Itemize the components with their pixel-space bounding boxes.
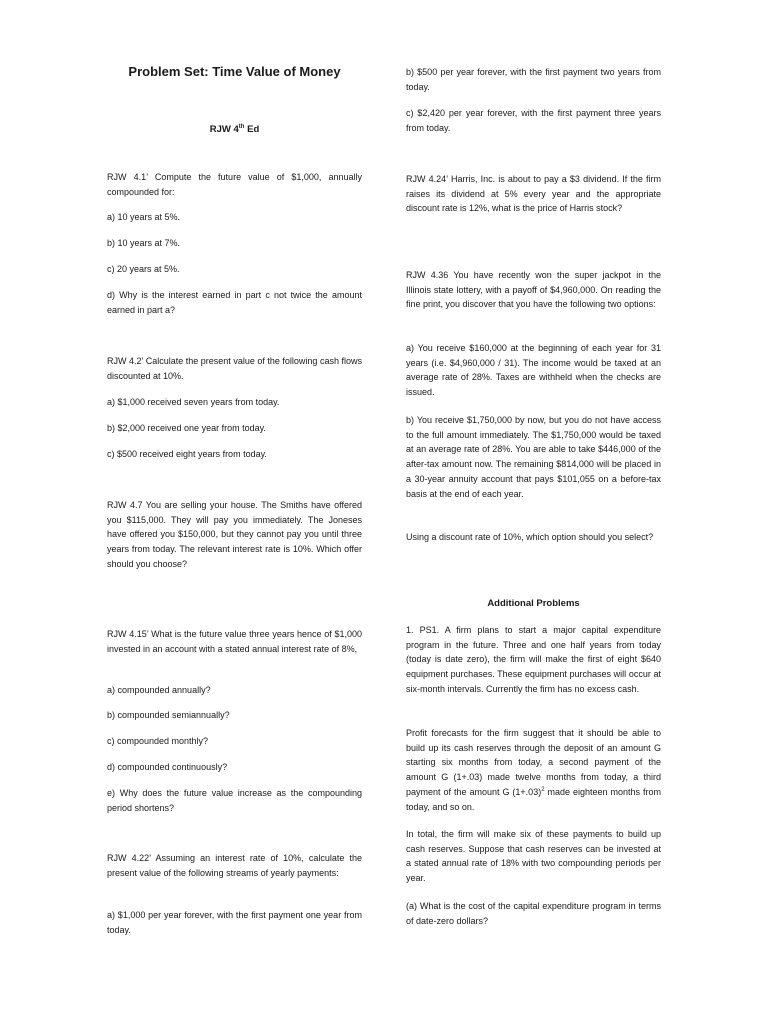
problem-4-36-a: a) You receive $160,000 at the beginning of each year for 31 years (i.e. $4,960,000 / 31). The income would be taxed at an average rate of 28%. Taxes are withheld when the checks are issued. bbox=[406, 343, 661, 398]
page-title: Problem Set: Time Value of Money bbox=[128, 64, 341, 79]
problem-4-2-a: a) $1,000 received seven years from today. bbox=[107, 397, 280, 407]
edition-superscript: th bbox=[238, 124, 245, 130]
problem-4-22: RJW 4.22’ Assuming an interest rate of 10%, calculate the present value of the following streams of yearly payments: bbox=[107, 853, 362, 878]
problem-4-15-c: c) compounded monthly? bbox=[107, 736, 209, 746]
problem-4-36-b: b) You receive $1,750,000 by now, but you do not have access to the full amount immediately. The $1,750,000 would be taxed at an average rate of 28%. You are able to take $446,000 of the after-tax amount now. The remaining $814,000 will be placed in a 30-year annuity account that pays $101,055 on a before-tax basis at the end of each year. bbox=[406, 415, 661, 499]
problem-4-24: RJW 4.24’ Harris, Inc. is about to pay a $3 dividend. If the firm raises its dividend at 5% every year and the appropriate discount rate is 12%, what is the price of Harris stock? bbox=[406, 174, 661, 214]
problem-4-1-c: c) 20 years at 5%. bbox=[107, 264, 180, 274]
problem-4-1: RJW 4.1’ Compute the future value of $1,000, annually compounded for: bbox=[107, 172, 362, 197]
problem-4-15: RJW 4.15’ What is the future value three years hence of $1,000 invested in an account with a stated annual interest rate of 8%, bbox=[107, 629, 362, 654]
problem-4-7: RJW 4.7 You are selling your house. The Smiths have offered you $115,000. They will pay you immediately. The Joneses have offered you $150,000, but they cannot pay you until three years from today. The relevant interest rate is 10%. Which offer should you choose? bbox=[107, 500, 362, 569]
problem-4-1-b: b) 10 years at 7%. bbox=[107, 238, 181, 248]
edition-suffix: Ed bbox=[244, 124, 260, 136]
problem-4-15-d: d) compounded continuously? bbox=[107, 762, 228, 772]
problem-4-22-c: c) $2,420 per year forever, with the first payment three years from today. bbox=[406, 108, 661, 133]
problem-4-2-c: c) $500 received eight years from today. bbox=[107, 449, 267, 459]
problem-4-36-question: Using a discount rate of 10%, which option should you select? bbox=[406, 532, 654, 542]
problem-4-1-a: a) 10 years at 5%. bbox=[107, 212, 181, 222]
ps1-forecast-exponent: 2 bbox=[541, 786, 545, 793]
problem-4-15-b: b) compounded semiannually? bbox=[107, 710, 230, 720]
problem-ps1-total: In total, the firm will make six of these payments to build up cash reserves. Suppose that cash reserves can be invested at a stated annual rate of 18% with two compounding periods per year. bbox=[406, 829, 661, 884]
edition-prefix: RJW 4 bbox=[209, 124, 239, 136]
ps1-forecast-text: Profit forecasts for the firm suggest that it should be able to build up its cash reserves through the deposit of an amount G starting six months from today, a second payment of the amount G (1+.03) made twelve months from today, a third payment of the amount G (1+.03) bbox=[406, 728, 661, 797]
problem-4-22-a: a) $1,000 per year forever, with the first payment one year from today. bbox=[107, 910, 362, 935]
problem-4-22-b: b) $500 per year forever, with the first payment two years from today. bbox=[406, 67, 661, 92]
problem-4-15-e: e) Why does the future value increase as the compounding period shortens? bbox=[107, 788, 362, 813]
problem-4-2-b: b) $2,000 received one year from today. bbox=[107, 423, 266, 433]
problem-4-36: RJW 4.36 You have recently won the super jackpot in the Illinois state lottery, with a payoff of $4,960,000. On reading the fine print, you discover that you have the following two options: bbox=[406, 270, 661, 310]
problem-4-2: RJW 4.2’ Calculate the present value of the following cash flows discounted at 10%. bbox=[107, 356, 362, 381]
problem-4-1-d: d) Why is the interest earned in part c not twice the amount earned in part a? bbox=[107, 290, 362, 315]
problem-4-15-a: a) compounded annually? bbox=[107, 685, 211, 695]
problem-ps1-forecast bbox=[406, 726, 661, 814]
problem-ps1-a: (a) What is the cost of the capital expenditure program in terms of date-zero dollars? bbox=[406, 901, 661, 926]
ps1-forecast-text-end: made eighteen months from today, and so on. bbox=[406, 786, 662, 812]
problem-ps1-intro: 1. PS1. A firm plans to start a major capital expenditure program in the future. Three and one half years from today (today is date zero), the firm will make the first of eight $640 equipment purchases. These equipment purchases will occur at six-month intervals. Currently the firm has no excess cash. bbox=[406, 625, 661, 694]
additional-problems-heading: Additional Problems bbox=[487, 598, 580, 609]
edition-label bbox=[107, 120, 362, 137]
